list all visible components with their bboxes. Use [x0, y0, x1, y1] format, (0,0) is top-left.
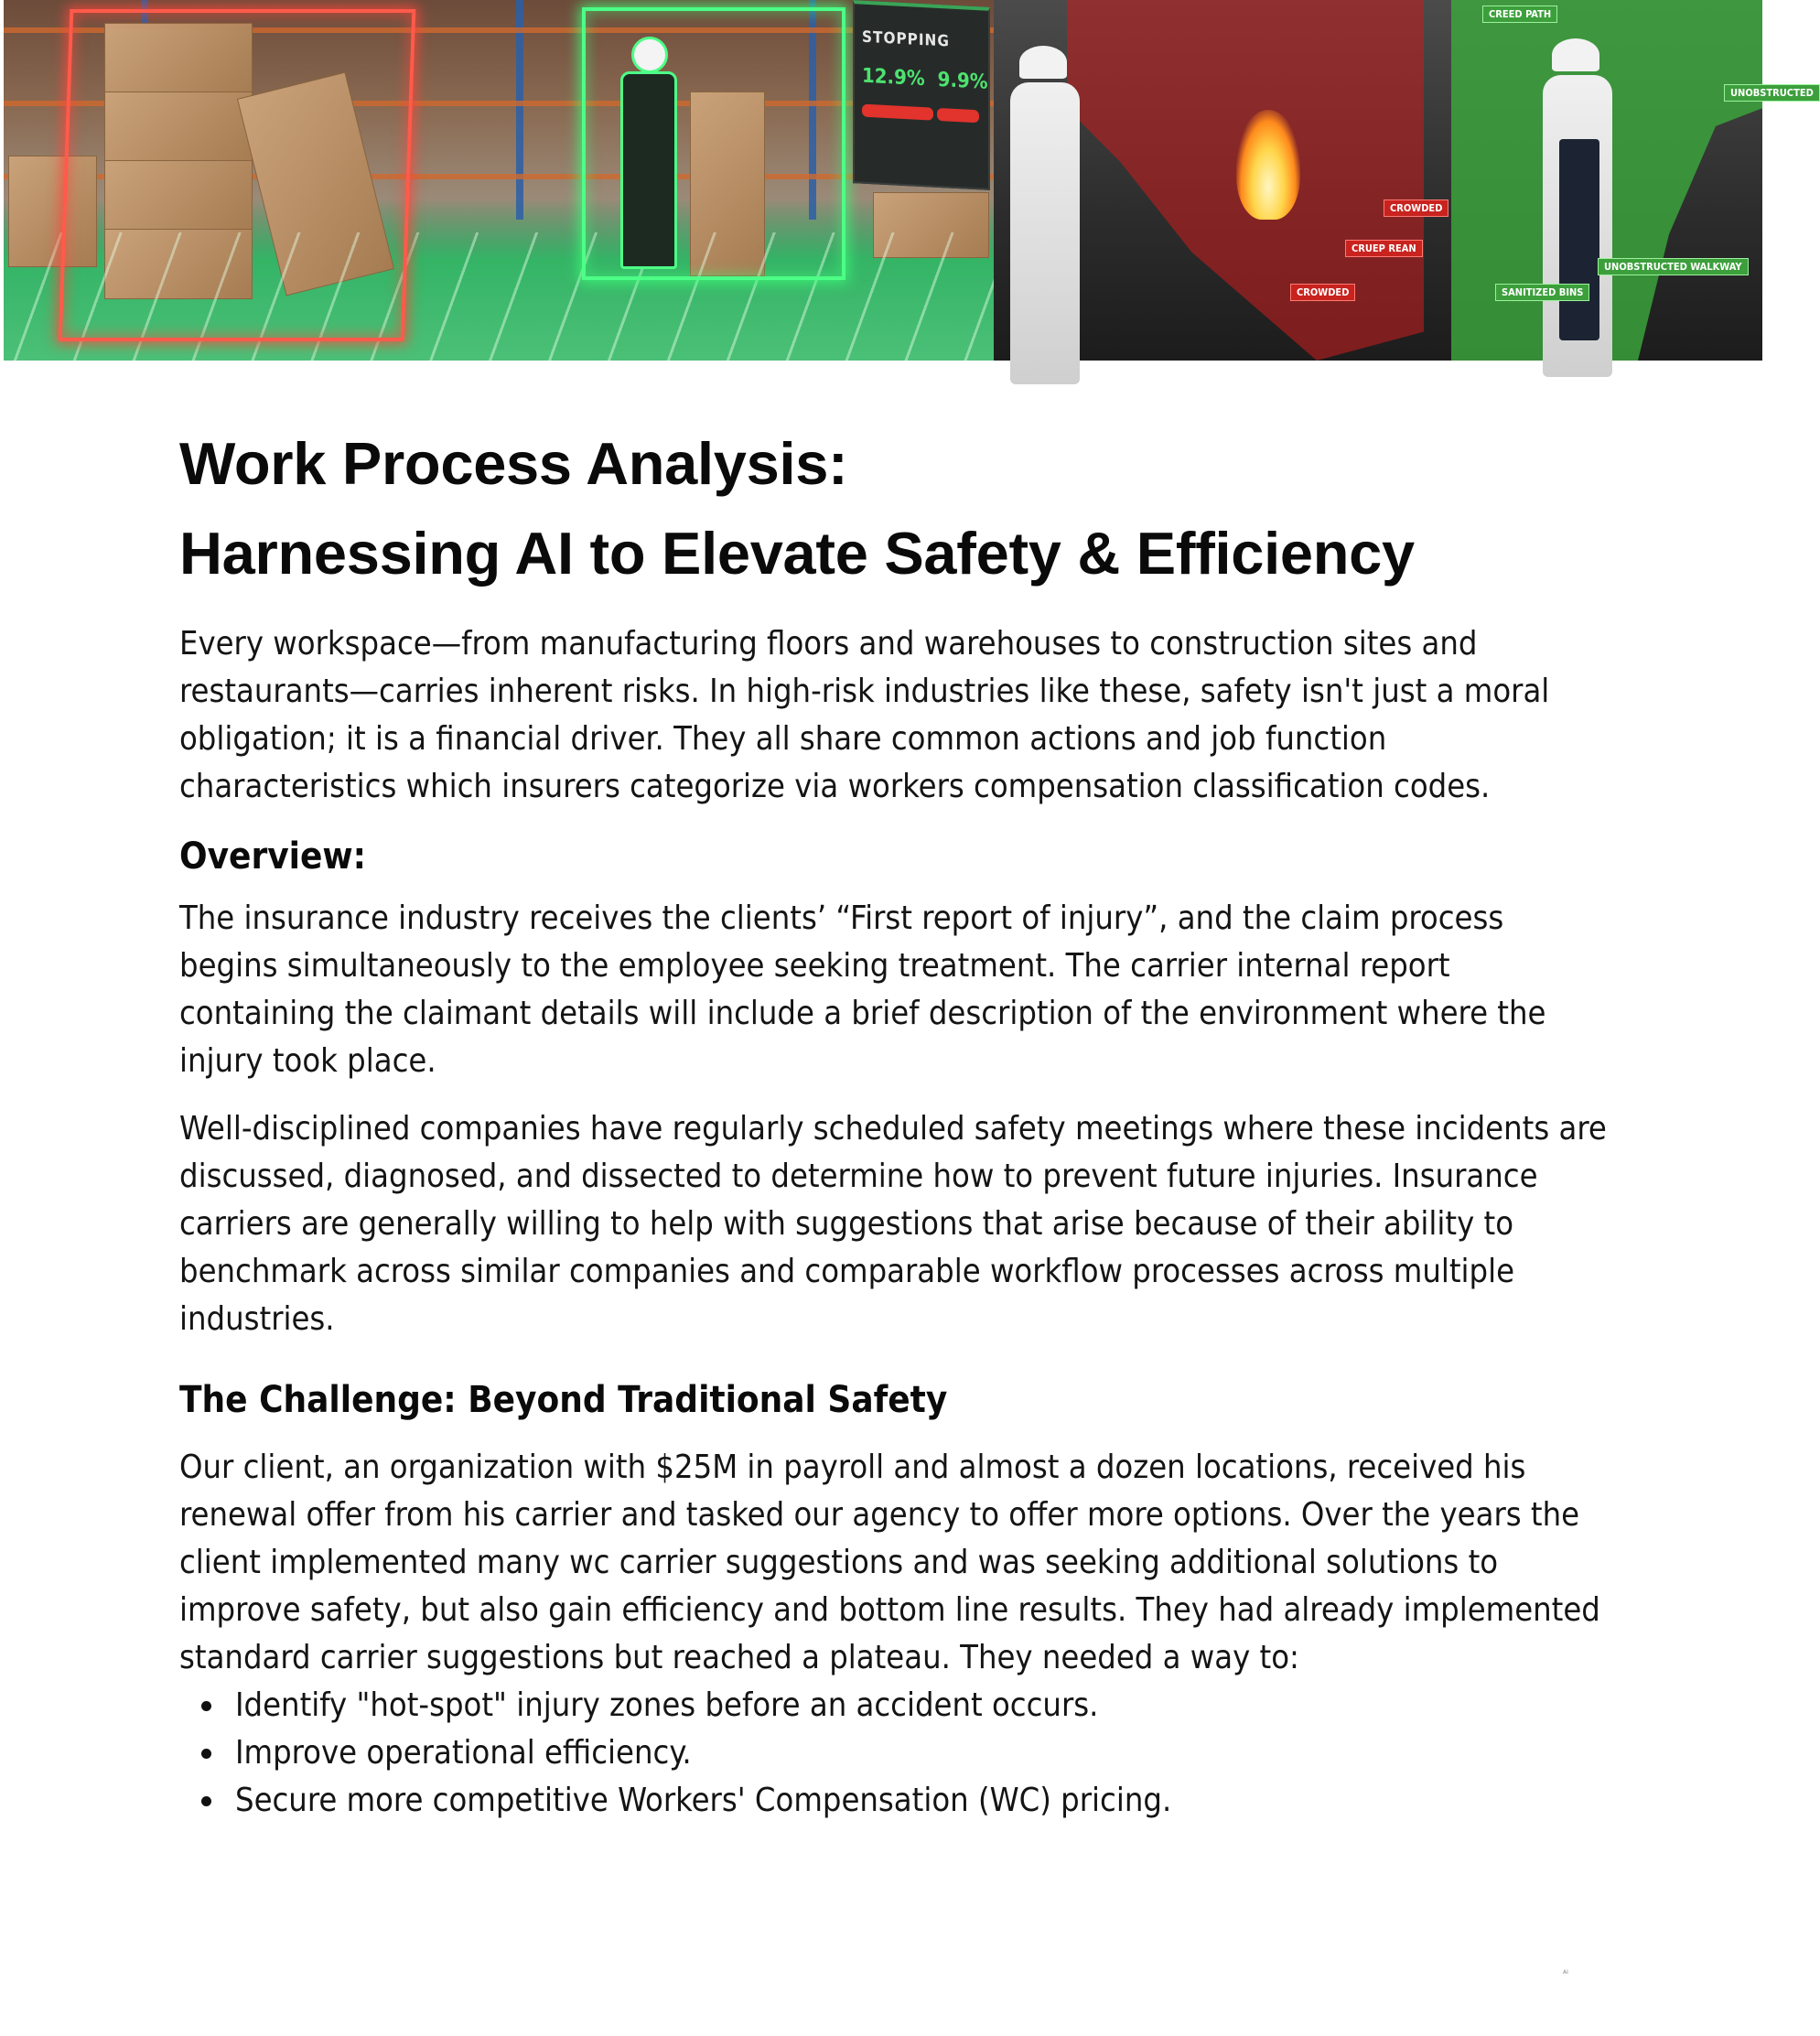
chef-hat: [1552, 38, 1599, 71]
dashboard-title: STOPPING: [862, 27, 950, 51]
worker-body: [620, 71, 677, 269]
hard-hat: [631, 37, 668, 73]
list-item-text: Identify "hot-spot" injury zones before an accident occurs.: [235, 1686, 1099, 1724]
title-line-1: Work Process Analysis:: [179, 430, 848, 497]
challenge-paragraph: Our client, an organization with $25M in payroll and almost a dozen locations, received his renewal offer from his carrier and tasked our agency to offer more options. Over the years the client implemented many wc carrier suggestions and was seeking additional solutions to improve safety, but also gain efficiency and bottom line results. They had already implemented standard carrier suggestions but reached a plateau. They needed a way to:: [179, 1449, 1600, 1676]
dashboard-stat: 9.9%: [937, 68, 988, 94]
warehouse-image: [4, 0, 994, 361]
article: [179, 419, 1607, 1825]
list-item: [201, 1777, 1607, 1825]
needs-list: [179, 1682, 1607, 1825]
list-item: [201, 1682, 1607, 1729]
page-title: [179, 419, 1607, 598]
dashboard-stat: 12.9%: [862, 64, 925, 92]
hazard-label: CRUEP REAN: [1345, 240, 1423, 257]
challenge-heading: The Challenge: Beyond Traditional Safety: [179, 1379, 948, 1421]
intro-paragraph: Every workspace—from manufacturing floors and warehouses to construction sites and restaurants—carries inherent risks. In high-risk industries like these, safety isn't just a moral obligation; it is a financial driver. They all share common actions and job function characteristics which insurers categorize via workers compensation classification codes.: [179, 625, 1550, 805]
hazard-zone-outline: [59, 9, 416, 341]
hero-banner: [4, 0, 1814, 361]
chef-hat: [1019, 46, 1067, 79]
list-item-text: Improve operational efficiency.: [235, 1734, 692, 1772]
bullet-icon: [201, 1796, 211, 1806]
hazard-label: CROWDED: [1290, 284, 1355, 301]
safe-label: UNOBSTRUCTED: [1724, 84, 1820, 102]
safe-label: CREED PATH: [1482, 5, 1557, 23]
overview-heading: Overview:: [179, 835, 367, 878]
chef-figure: [1010, 46, 1083, 357]
analytics-dashboard: [853, 0, 990, 190]
rack-upright: [516, 0, 523, 220]
dashboard-alert-bar: [937, 108, 979, 123]
chef-coat: [1010, 82, 1080, 384]
dashboard-alert-bar: [862, 104, 933, 121]
chef-apron: [1559, 139, 1599, 340]
overview-paragraph: The insurance industry receives the clients’ “First report of injury”, and the claim process begins simultaneously to the employee seeking treatment. The carrier internal report containing the claimant details will include a brief description of the environment where the injury took place.: [179, 900, 1546, 1080]
overview-paragraph: Well-disciplined companies have regularly scheduled safety meetings where these incidents are discussed, diagnosed, and dissected to determine how to prevent future injuries. Insurance carriers are generally willing to help with suggestions that arise because of their ability to benchmark across similar companies and comparable workflow processes across multiple industries.: [179, 1110, 1607, 1338]
list-item-text: Secure more competitive Workers' Compensation (WC) pricing.: [235, 1782, 1172, 1819]
bullet-icon: [201, 1749, 211, 1759]
chef-figure: [1543, 38, 1616, 350]
hazard-label: CROWDED: [1384, 199, 1448, 217]
list-item: [201, 1729, 1607, 1777]
stove-fire: [1236, 110, 1300, 220]
footer-mark: AI: [1563, 1969, 1568, 1976]
worker-figure: [613, 37, 677, 265]
kitchen-image: [994, 0, 1814, 361]
bullet-icon: [201, 1701, 211, 1711]
safe-label: SANITIZED BINS: [1495, 284, 1589, 301]
safe-label: UNOBSTRUCTED WALKWAY: [1598, 258, 1749, 275]
title-line-2: Harnessing AI to Elevate Safety & Efficiency: [179, 520, 1415, 587]
